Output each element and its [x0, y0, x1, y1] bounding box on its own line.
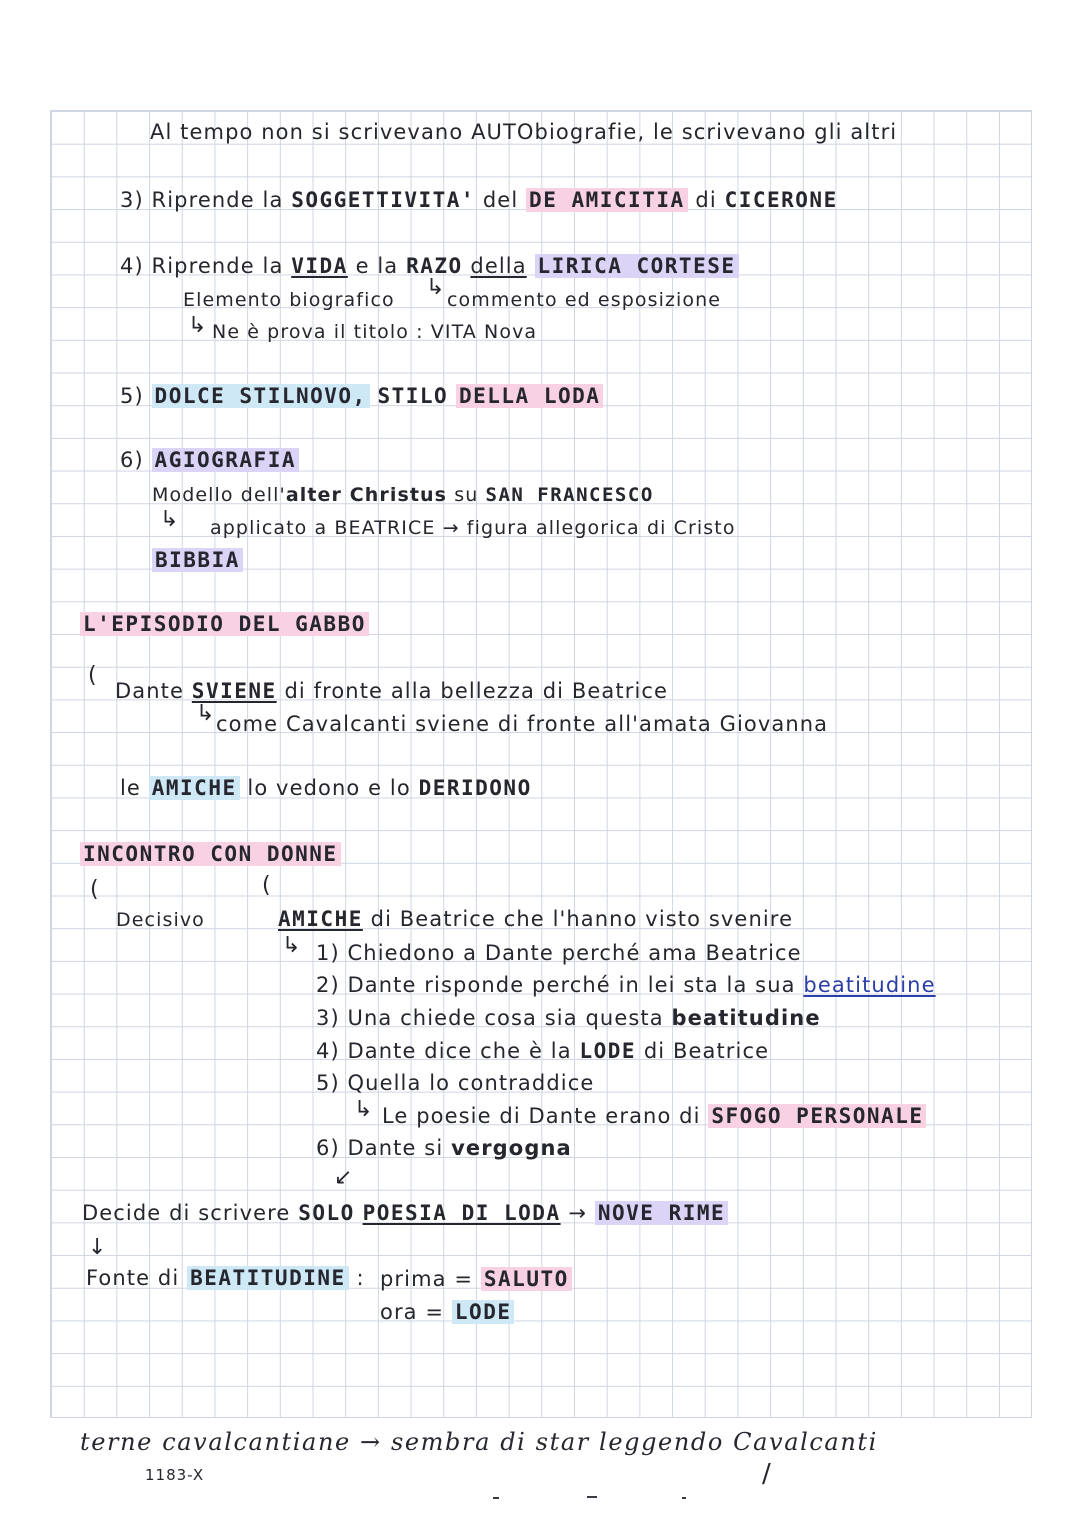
point-6 [120, 446, 299, 474]
incontro-step-3 [316, 1004, 821, 1032]
fonte-ora [380, 1298, 514, 1326]
step-2-beatitudine: beatitudine [803, 973, 936, 997]
nove-rime-term: NOVE RIME [595, 1201, 728, 1225]
footer-code [145, 1461, 204, 1489]
footer-text: terne cavalcantiane → sembra di star leggendo Cavalcanti [80, 1428, 878, 1456]
prima-label: prima = [380, 1267, 474, 1291]
point-5-term-dolce-stilnovo: DOLCE STILNOVO, [152, 384, 370, 408]
amiche-head-term: AMICHE [278, 907, 363, 931]
decide-pre: Decide di scrivere [82, 1201, 291, 1225]
intro-line [150, 118, 897, 146]
step-6-pre: 6) Dante si [316, 1136, 444, 1160]
fonte-colon: : [356, 1266, 365, 1290]
incontro-step-4 [316, 1037, 769, 1065]
point-5 [120, 382, 603, 410]
stroke-mark [587, 1496, 597, 1498]
branch-mark-icon: ↳ [160, 507, 179, 532]
step-3-pre: 3) Una chiede cosa sia questa [316, 1006, 664, 1030]
commento-esposizione: commento ed esposizione [447, 289, 722, 311]
step-6-vergogna: vergogna [451, 1136, 572, 1160]
incontro-step-6 [316, 1134, 572, 1162]
point-6-term-agiografia: AGIOGRAFIA [152, 448, 299, 472]
point-6-number: 6) [120, 448, 144, 472]
point-6-line-2 [210, 514, 736, 542]
gabbo-line-2 [216, 710, 828, 738]
gabbo-line-3 [120, 774, 532, 802]
point-4-proof [212, 318, 537, 346]
lode-term: LODE [452, 1300, 515, 1324]
incontro-head [278, 905, 793, 933]
point-4-sub-right [447, 286, 721, 314]
arrow-down-icon: ↓ [88, 1235, 107, 1260]
beatrice-term: BEATRICE [334, 517, 436, 539]
fonte-pre: Fonte di [86, 1266, 180, 1290]
footer-code-text: 1183-X [145, 1466, 205, 1484]
step-5-sub-pre: Le poesie di Dante erano di [382, 1104, 701, 1128]
elemento-biografico: Elemento biografico [183, 289, 395, 311]
incontro-title [80, 840, 341, 868]
point-3-term-cicerone: CICERONE [724, 188, 838, 212]
point-3-mid: del [482, 188, 519, 212]
stroke-mark [682, 1497, 686, 1499]
point-4-mid2: della [470, 254, 527, 278]
incontro-step-1 [316, 939, 802, 967]
figura-allegorica: figura allegorica di Cristo [466, 517, 736, 539]
step-3-beatitudine: beatitudine [671, 1006, 821, 1030]
step-2-pre: 2) Dante risponde perché in lei sta la sua [316, 973, 796, 997]
applicato-pre: applicato a [210, 517, 328, 539]
bracket-mark-icon: ( [262, 873, 271, 898]
bibbia-term: BIBBIA [152, 548, 243, 572]
branch-mark-icon: ↳ [196, 701, 215, 726]
point-4-sub-left [183, 286, 395, 314]
dante-word: Dante [115, 679, 185, 703]
ora-label: ora = [380, 1300, 445, 1324]
deridono-term: DERIDONO [418, 776, 532, 800]
amiche-term: AMICHE [149, 776, 240, 800]
point-6-line-1 [152, 481, 654, 509]
point-3-mid2: di [695, 188, 717, 212]
point-5-number: 5) [120, 384, 144, 408]
step-4-lode: LODE [579, 1039, 637, 1063]
step-5-text: 5) Quella lo contraddice [316, 1071, 595, 1095]
bracket-mark-icon: ( [90, 877, 99, 902]
step-4-post: di Beatrice [643, 1039, 770, 1063]
bracket-mark-icon: ( [88, 663, 97, 688]
decide-line [82, 1199, 728, 1227]
proof-title: VITA Nova [430, 321, 538, 343]
gabbo-l2-text: come Cavalcanti sviene di fronte all'amata Giovanna [216, 712, 829, 736]
step-1-text: 1) Chiedono a Dante perché ama Beatrice [316, 941, 802, 965]
incontro-step-5-sub [382, 1102, 926, 1130]
branch-mark-icon: ↳ [354, 1097, 373, 1122]
gabbo-l3-mid: lo vedono e lo [247, 776, 411, 800]
point-6-bibbia [152, 546, 243, 574]
point-3-term-de-amicitia: DE AMICITIA [526, 188, 688, 212]
point-5-term-stilo: STILO [377, 384, 449, 408]
modello-mid: su [454, 484, 479, 506]
branch-mark-icon: ↳ [426, 275, 445, 300]
stroke-mark [493, 1497, 499, 1499]
incontro-head-post: di Beatrice che l'hanno visto svenire [370, 907, 794, 931]
proof-pre: Ne è prova il titolo : [212, 321, 424, 343]
arrow-right-icon: → [568, 1201, 588, 1225]
san-francesco: SAN FRANCESCO [485, 484, 654, 506]
incontro-step-5 [316, 1069, 594, 1097]
branch-mark-icon: ↳ [188, 313, 207, 338]
saluto-term: SALUTO [481, 1267, 572, 1291]
gabbo-l1-post: di fronte alla bellezza di Beatrice [284, 679, 669, 703]
sviene-term: SVIENE [191, 679, 277, 703]
fonte-prima [380, 1265, 572, 1293]
footer-line [80, 1428, 878, 1456]
sfogo-personale-term: SFOGO PERSONALE [708, 1104, 926, 1128]
point-4-mid: e la [355, 254, 399, 278]
incontro-step-2 [316, 971, 936, 999]
alter-christus: alter Christus [285, 484, 448, 506]
branch-mark-icon: ↳ [282, 933, 301, 958]
beatitudine-term: BEATITUDINE [187, 1266, 349, 1290]
modello-pre: Modello dell' [152, 484, 286, 506]
intro-text: Al tempo non si scrivevano AUTObiografie, le scrivevano gli altri [150, 120, 898, 144]
point-4-number: 4) [120, 254, 144, 278]
point-4-pre: Riprende la [151, 254, 284, 278]
point-4-term-vida: VIDA [291, 254, 348, 278]
point-4-term-lirica-cortese: LIRICA CORTESE [535, 254, 739, 278]
gabbo-l3-pre: le [120, 776, 141, 800]
arrow-right-icon: → [442, 517, 460, 539]
slash-mark-icon: / [762, 1459, 771, 1489]
solo-term: SOLO [298, 1201, 355, 1225]
arrow-down-left-icon: ↙ [334, 1165, 353, 1190]
incontro-title-text: INCONTRO CON DONNE [80, 842, 341, 866]
gabbo-title-text: L'EPISODIO DEL GABBO [80, 612, 369, 636]
decisivo-text: Decisivo [116, 909, 205, 931]
point-5-term-della-loda: DELLA LODA [456, 384, 603, 408]
point-4-term-razo: RAZO [406, 254, 463, 278]
fonte-line [86, 1264, 365, 1292]
gabbo-title [80, 610, 369, 638]
step-4-pre: 4) Dante dice che è la [316, 1039, 572, 1063]
point-3 [120, 186, 838, 214]
poesia-di-loda-term: POESIA DI LODA [362, 1201, 561, 1225]
point-3-number: 3) [120, 188, 144, 212]
incontro-left [116, 906, 205, 934]
point-3-term-soggettivita: SOGGETTIVITA' [291, 188, 476, 212]
point-3-pre: Riprende la [151, 188, 284, 212]
